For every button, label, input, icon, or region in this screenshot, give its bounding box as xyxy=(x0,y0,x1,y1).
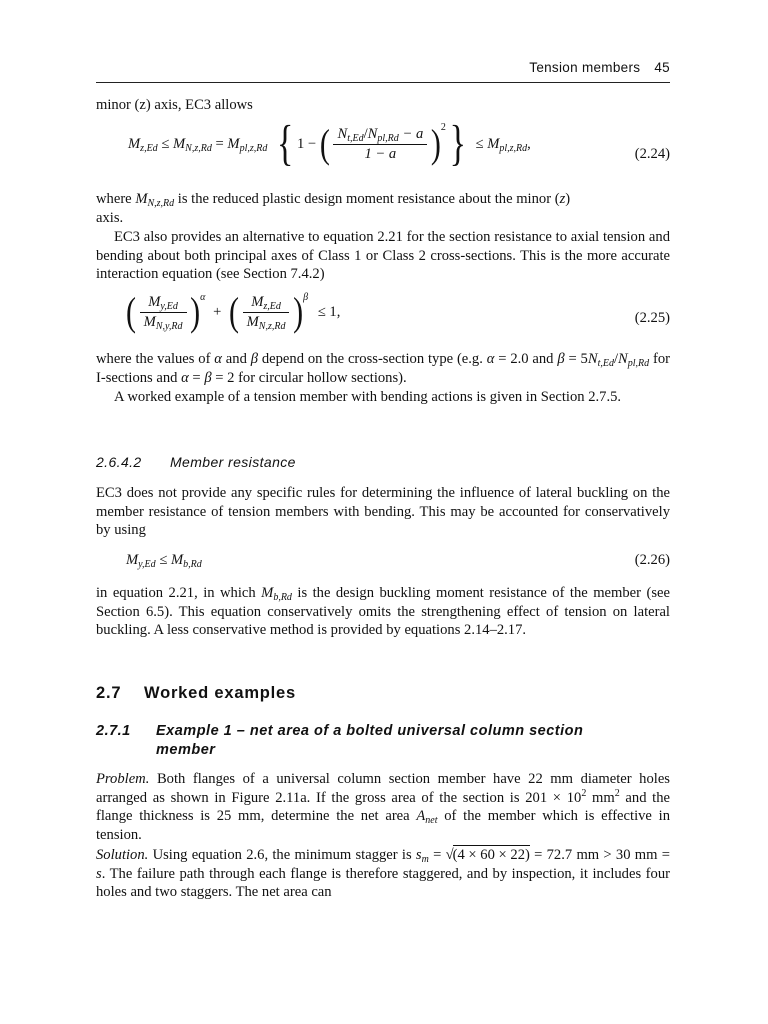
equation-number: (2.26) xyxy=(634,552,670,568)
section-heading-2-7: 2.7 Worked examples xyxy=(96,684,297,702)
section-heading-2-6-4-2: 2.6.4.2 Member resistance xyxy=(96,454,296,470)
left-paren: ( xyxy=(319,121,330,167)
left-brace: { xyxy=(277,116,294,171)
equation-2-24: $M_{z,Ed} \le M_{N,z,Rd} = M_{pl,z,Rd}$ { 1 − ( $\frac{N_{t,Ed}/N_{pl,Rd} - a}{1 - a}$ )$^2$ } ≤ $M_{pl,z,Rd}$, (2.24) xyxy=(128,116,670,171)
right-paren: ) xyxy=(430,121,441,167)
equation-2-25: ( $\frac{M_{y,Ed}}{M_{N,y,Rd}}$ )$^\alpha$ + ( $\frac{M_{z,Ed}}{M_{N,z,Rd}}$ )$^\beta$ ≤ 1, (2.25) xyxy=(126,289,670,335)
paragraph-reduced-moment: where $M_{N,z,Rd}$ is the reduced plastic design moment resistance about the minor (z) axis. xyxy=(96,191,571,226)
equation-number: (2.24) xyxy=(634,146,670,162)
fraction-2-24: $\frac{N_{t,Ed}/N_{pl,Rd} - a}{1 - a}$ xyxy=(333,126,427,163)
paragraph-solution: Solution. Using equation 2.6, the minimum stagger is $s_m = √(4 \times 60 \times 22) = 72.7$ mm > 30 mm = s. The failure path through each flange is therefore staggered, and by inspection, it includes four holes and two staggers. The net area can xyxy=(96,847,670,900)
equation-2-26: $M_{y,Ed} \le M_{b,Rd}$ (2.26) xyxy=(126,552,670,570)
paragraph-problem: Problem. Both flanges of a universal column section member have 22 mm diameter holes arranged as shown in Figure 2.11a. If the gross area of the section is $201 \times 10^2$ $mm^2$ and the flange thickness is 25 mm, determine the net area $A_{net}$ of the member which is effective in tension. xyxy=(96,771,671,843)
right-brace: } xyxy=(449,116,466,171)
running-header xyxy=(96,60,670,83)
running-title: Tension members xyxy=(529,60,641,75)
paragraph-alpha-beta: where the values of α and β depend on the cross-section type (e.g. α = 2.0 and $\beta = 5N_{t,Ed}/N_{pl,Rd}$ for I-sections and α = β = 2 for circular hollow sections). xyxy=(96,351,670,386)
paragraph-alternative: EC3 also provides an alternative to equation 2.21 for the section resistance to axial tension and bending about both principal axes of Class 1 or Class 2 cross-sections. This is the more accurate interaction equation (see Section 7.4.2) xyxy=(96,229,670,282)
paragraph-member-resistance: EC3 does not provide any specific rules for determining the influence of lateral buckling on the member resistance of tension members with bending. This may be accounted for conservatively by using xyxy=(96,485,670,538)
paragraph-buckling: in equation 2.21, in which $M_{b,Rd}$ is the design buckling moment resistance of the member (see Section 6.5). This equation conservatively omits the strengthening effect of tension on lateral buckling. A less conservative method is provided by equations 2.14–2.17. xyxy=(96,585,670,638)
page-number: 45 xyxy=(654,60,670,75)
paragraph-worked-example-ref: A worked example of a tension member with bending actions is given in Section 2.7.5. xyxy=(114,389,622,405)
section-heading-2-7-1: 2.7.1 Example 1 – net area of a bolted universal column section member xyxy=(96,723,584,758)
paragraph-intro: minor (z) axis, EC3 allows xyxy=(96,97,253,113)
equation-number: (2.25) xyxy=(634,310,670,326)
